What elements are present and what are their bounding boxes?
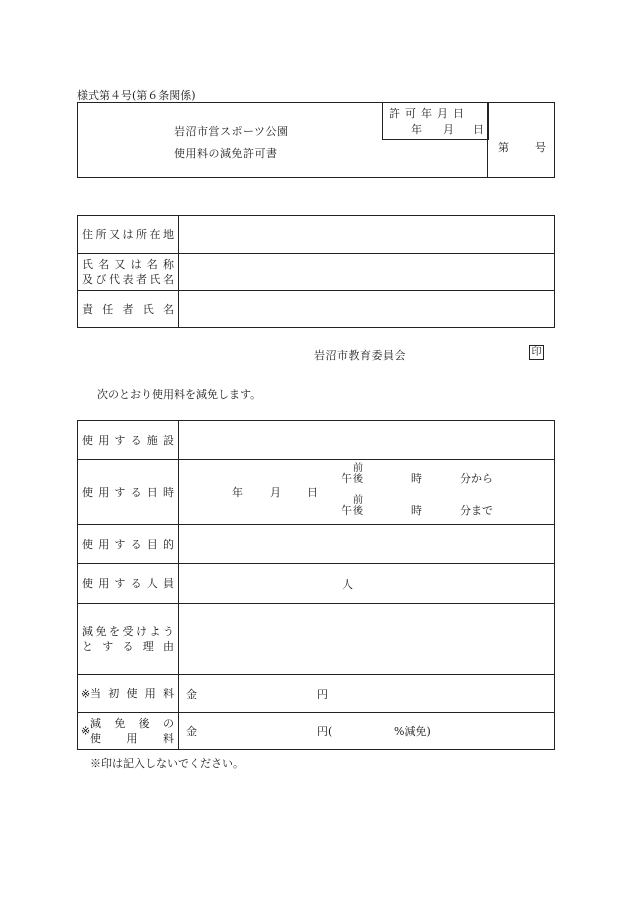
permit-date-box (382, 102, 489, 140)
start-go: 午 (341, 472, 352, 485)
initial-fee-mark: ※ (81, 687, 91, 700)
board-name: 岩沼市教育委員会 (314, 349, 406, 362)
permit-month: 月 (443, 123, 454, 136)
start-minute: 分から (460, 472, 493, 485)
after-fee-label: ※ 減免後の 使用料 (78, 713, 179, 750)
end-ampm: 前 後 (353, 495, 363, 517)
after-fee-yen: 円( (317, 725, 333, 738)
header-title-line1: 岩沼市営スポーツ公園 (174, 125, 289, 138)
usage-table (77, 420, 555, 750)
facility-label: 使用する施設 (78, 421, 179, 460)
after-fee-percent: %減免) (394, 725, 431, 738)
initial-fee-kin: 金 (186, 688, 197, 701)
reason-value[interactable] (179, 604, 555, 675)
reason-label: 減免を受けよう とする理由 (78, 604, 179, 675)
responsible-label: 責任者氏名 (78, 291, 179, 328)
purpose-label: 使用する目的 (78, 525, 179, 564)
address-label: 住所又は所在地 (78, 216, 179, 254)
applicant-table (77, 215, 555, 328)
name-value[interactable] (179, 254, 555, 291)
start-hour: 時 (411, 472, 422, 485)
initial-fee-value[interactable] (179, 675, 555, 713)
header-title-box (77, 102, 488, 178)
date-month: 月 (270, 486, 281, 499)
permit-day: 日 (473, 123, 484, 136)
go-label: 号 (535, 141, 546, 154)
permit-year: 年 (411, 123, 422, 136)
end-minute: 分まで (460, 504, 493, 517)
permit-date-label: 許可年月日 (389, 107, 469, 120)
responsible-value[interactable] (179, 291, 555, 328)
permit-number-box (487, 102, 555, 178)
people-value[interactable] (179, 564, 555, 604)
people-label: 使用する人員 (78, 564, 179, 604)
start-ampm: 前 後 (353, 463, 363, 485)
name-label: 氏名又は名称 及び代表者氏名 (78, 254, 179, 291)
facility-value[interactable] (179, 421, 555, 460)
date-year: 年 (232, 486, 243, 499)
end-hour: 時 (411, 504, 422, 517)
dai-label: 第 (498, 141, 509, 154)
header-box (77, 102, 555, 178)
people-unit: 人 (342, 578, 353, 591)
datetime-value[interactable] (179, 460, 555, 525)
address-value[interactable] (179, 216, 555, 254)
intro-text: 次のとおり使用料を減免します。 (97, 388, 262, 401)
datetime-label: 使用する日時 (78, 460, 179, 525)
after-fee-kin: 金 (186, 725, 197, 738)
purpose-value[interactable] (179, 525, 555, 564)
date-day: 日 (307, 486, 318, 499)
after-fee-value[interactable] (179, 713, 555, 750)
header-title-line2: 使用料の減免許可書 (174, 147, 278, 160)
footnote: ※印は記入しないでください。 (90, 757, 244, 770)
form-number: 様式第４号(第６条関係) (77, 89, 196, 102)
initial-fee-label: ※ 当初使用料 (78, 675, 179, 713)
end-go: 午 (341, 504, 352, 517)
initial-fee-yen: 円 (317, 688, 328, 701)
seal-mark: 印 (529, 345, 544, 360)
after-fee-mark: ※ (81, 724, 91, 738)
